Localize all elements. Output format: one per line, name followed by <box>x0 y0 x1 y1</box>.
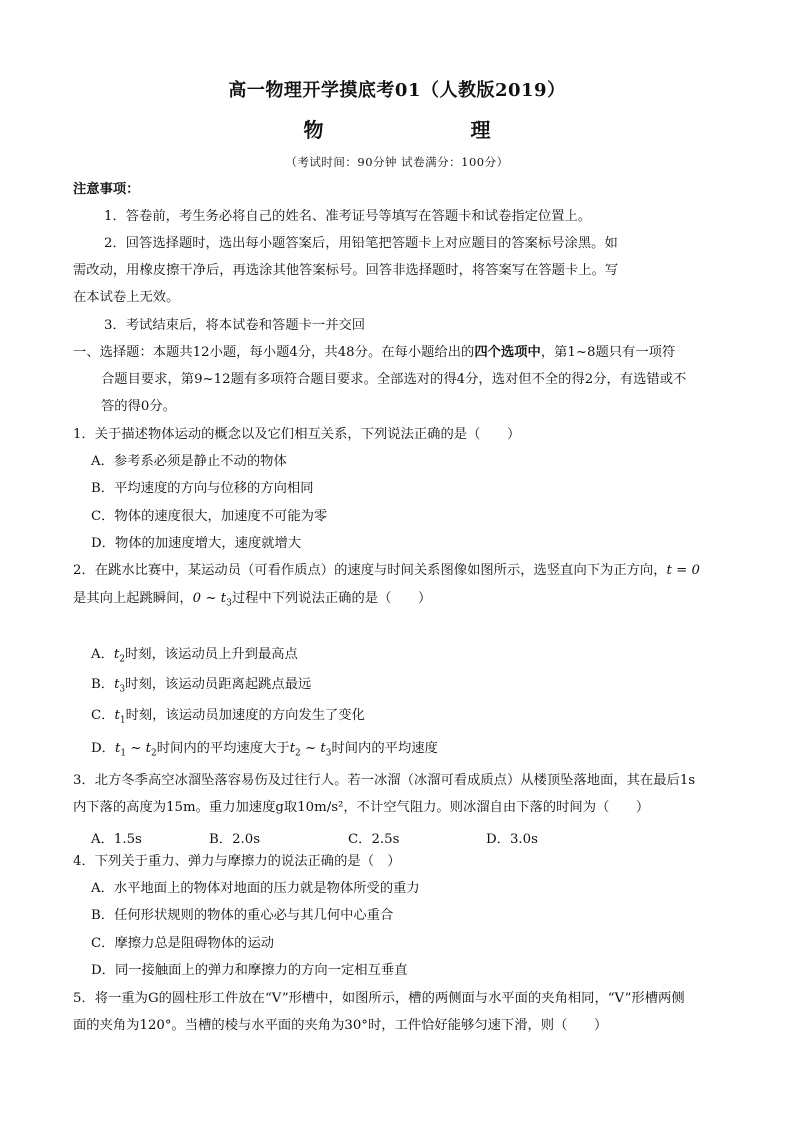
q2-stem-t0: t = 0 <box>666 563 700 578</box>
q2-stem-range: 0 ~ t <box>192 591 227 606</box>
q2-stem-sub: 3 <box>226 598 232 609</box>
q2-a-t: t <box>113 647 120 662</box>
q2-d-s2: 2 <box>151 748 157 759</box>
q2-stem-b2: 过程中下列说法正确的是（ ） <box>231 591 432 606</box>
q2-b-t: t <box>114 677 120 692</box>
q4-option-c: C．摩擦力总是阻碍物体的运动 <box>91 936 275 951</box>
q2-d-tilde2: ~ t <box>300 741 326 756</box>
section1-line-3: 答的得0分。 <box>101 399 176 414</box>
q3-option-d: D．3.0s <box>486 832 538 847</box>
section1-l1c: ，第1~8题只有一项符 <box>540 345 676 360</box>
q2-c-text: 时刻，该运动员加速度的方向发生了变化 <box>125 708 365 723</box>
section1-l1a: 一、选择题：本题共12小题，每小题4分，共48分。在每小题给出的 <box>73 345 475 360</box>
q2-stem-line-2 <box>73 591 431 612</box>
note-2-line-3: 在本试卷上无效。 <box>73 290 180 305</box>
q2-d-tilde1: ~ t <box>126 741 151 756</box>
q2-a-label: A． <box>91 647 114 662</box>
q2-c-label: C． <box>91 708 115 723</box>
q3-option-b: B．2.0s <box>209 832 261 847</box>
q1-option-d: D．物体的加速度增大，速度就增大 <box>91 536 302 551</box>
q2-option-a <box>91 647 298 668</box>
note-2-line-2: 需改动，用橡皮擦干净后，再选涂其他答案标号。回答非选择题时，将答案写在答题卡上。写 <box>73 263 619 278</box>
notes-heading: 注意事项： <box>73 182 140 197</box>
q1-option-c: C．物体的速度很大，加速度不可能为零 <box>91 509 328 524</box>
q2-c-t: t <box>114 708 120 723</box>
q1-stem: 1．关于描述物体运动的概念以及它们相互关系，下列说法正确的是（ ） <box>73 427 521 442</box>
q2-stem-b1: 是其向上起跳瞬间， <box>73 591 193 606</box>
note-2-line-1: 2．回答选择题时，选出每小题答案后，用铅笔把答题卡上对应题目的答案标号涂黑。如 <box>104 236 618 251</box>
q1-option-a: A．参考系必须是静止不动的物体 <box>91 454 287 469</box>
q2-stem-line-1 <box>73 563 700 579</box>
exam-info: （考试时间：90分钟 试卷满分：100分） <box>285 155 509 169</box>
q3-option-c: C．2.5s <box>348 832 400 847</box>
q2-a-sub: 2 <box>119 654 125 665</box>
q2-d-mid: 时间内的平均速度大于 <box>156 741 290 756</box>
q2-c-sub: 1 <box>119 715 126 726</box>
note-3: 3．考试结束后，将本试卷和答题卡一并交回 <box>104 318 366 333</box>
q2-option-d <box>91 741 438 762</box>
q5-stem-line-1: 5．将一重为G的圆柱形工件放在“V”形槽中，如图所示，槽的两侧面与水平面的夹角相同，“V”形槽两侧 <box>73 991 685 1006</box>
q2-a-text: 时刻，该运动员上升到最高点 <box>124 647 298 662</box>
q2-b-text: 时刻，该运动员距离起跳点最远 <box>125 677 312 692</box>
section1-line-2: 合题目要求，第9~12题有多项符合题目要求。全部选对的得4分，选对但不全的得2分，有选错或不 <box>101 372 687 387</box>
q2-d-end: 时间内的平均速度 <box>331 741 438 756</box>
q2-option-b <box>91 677 311 698</box>
section1-l1b: 四个选项中 <box>474 345 541 360</box>
q2-b-label: B． <box>91 677 115 692</box>
q2-d-t1: t <box>114 741 121 756</box>
q5-stem-line-2: 面的夹角为120°。当槽的棱与水平面的夹角为30°时，工件恰好能够匀速下滑，则（ ） <box>73 1018 608 1033</box>
q1-option-b: B．平均速度的方向与位移的方向相同 <box>91 481 314 496</box>
subject-title: 物 理 <box>303 118 561 142</box>
q2-option-c <box>91 708 365 729</box>
q2-d-s1: 1 <box>120 748 127 759</box>
exam-title: 高一物理开学摸底考01（人教版2019） <box>228 80 566 101</box>
section1-line-1 <box>73 345 675 361</box>
q4-option-a: A．水平地面上的物体对地面的压力就是物体所受的重力 <box>91 881 420 896</box>
q2-d-s4: 3 <box>325 748 332 759</box>
q4-stem: 4．下列关于重力、弹力与摩擦力的说法正确的是（ ） <box>73 854 401 869</box>
note-1: 1．答卷前，考生务必将自己的姓名、准考证号等填写在答题卡和试卷指定位置上。 <box>104 209 592 224</box>
q2-stem-a: 2．在跳水比赛中，某运动员（可看作质点）的速度与时间关系图像如图所示，选竖直向下为正方向， <box>73 563 667 578</box>
q2-b-sub: 3 <box>119 684 126 695</box>
q2-d-s3: 2 <box>295 748 301 759</box>
q2-d-t2: t <box>289 741 296 756</box>
q4-option-b: B．任何形状规则的物体的重心必与其几何中心重合 <box>91 908 394 923</box>
q3-stem-line-1: 3．北方冬季高空冰溜坠落容易伤及过往行人。若一冰溜（冰溜可看成质点）从楼顶坠落地面，其在最后1s <box>73 773 696 788</box>
q4-option-d: D．同一接触面上的弹力和摩擦力的方向一定相互垂直 <box>91 963 408 978</box>
q3-stem-line-2: 内下落的高度为15m。重力加速度g取10m/s²，不计空气阻力。则冰溜自由下落的时间为（ ） <box>73 800 650 815</box>
q3-option-a: A．1.5s <box>91 832 142 847</box>
q2-d-label: D． <box>91 741 115 756</box>
